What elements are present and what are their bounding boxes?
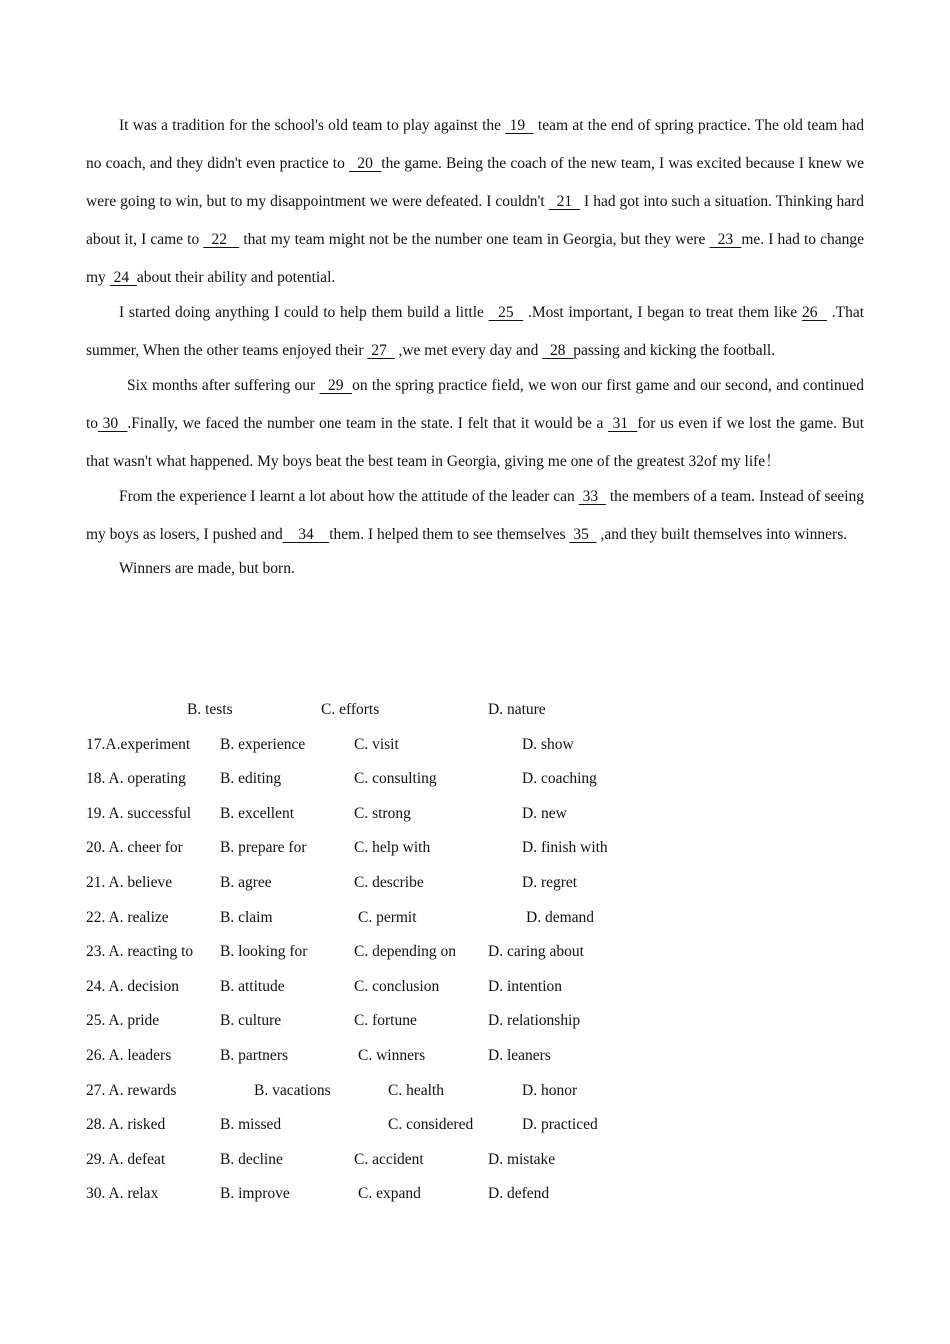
option-choice: D. new [522, 804, 567, 822]
passage-text: .Finally, we faced the number one team in the state. I felt that it would be a [127, 415, 608, 432]
blank-number: 30 [98, 415, 128, 432]
option-choice: D. leaners [488, 1046, 551, 1064]
blank-number: 33 [578, 488, 606, 505]
blank-number: 20 [349, 155, 382, 172]
passage-text: the members of a team. Instead of seeing my boys as losers, I pushed and [86, 488, 865, 543]
passage-text: me. I had to change my [86, 231, 865, 286]
blank-number: 19 [505, 117, 534, 134]
option-choice: C. conclusion [354, 977, 440, 995]
passage-text: passing and kicking the football. [573, 342, 776, 359]
option-choice: D. defend [488, 1185, 550, 1203]
option-choice: B. experience [220, 735, 306, 753]
option-choice: B. editing [220, 770, 282, 788]
option-choice: D. mistake [488, 1150, 556, 1168]
option-choice: 26. A. leaders [86, 1046, 172, 1064]
option-row [86, 943, 786, 978]
option-choice: 20. A. cheer for [86, 839, 183, 857]
option-choice: C. fortune [354, 1012, 417, 1030]
blank-number: 21 [548, 193, 581, 210]
option-choice: B. culture [220, 1012, 282, 1030]
option-choice: D. honor [522, 1081, 578, 1099]
option-choice: C. efforts [321, 701, 380, 718]
option-choice: 28. A. risked [86, 1116, 166, 1134]
option-row [86, 1082, 786, 1117]
blank-number: 35 [569, 526, 597, 543]
option-choice: 25. A. pride [86, 1012, 160, 1030]
option-choice: B. prepare for [220, 839, 307, 857]
option-row [86, 1116, 786, 1151]
option-row [86, 1047, 786, 1082]
option-choice: B. looking for [220, 943, 308, 961]
option-row [86, 978, 786, 1013]
option-row [86, 736, 786, 771]
option-row [86, 1012, 786, 1047]
passage-text: the game. Being the coach of the new team, I was excited because I knew we were going to win, but to my disappointment we were defeated. I couldn't [86, 155, 865, 210]
option-choice: B. agree [220, 873, 272, 891]
option-choice: 17.A.experiment [86, 735, 191, 753]
option-row [86, 770, 786, 805]
option-choice: C. depending on [354, 943, 457, 961]
option-choice: C. considered [388, 1116, 474, 1134]
option-row [86, 1151, 786, 1186]
passage-text: I had got into such a situation. Thinking hard about it, I came to [86, 193, 865, 248]
option-choice: 29. A. defeat [86, 1150, 166, 1168]
option-choice: 27. A. rewards [86, 1081, 177, 1099]
option-choice: D. intention [488, 977, 563, 995]
blank-number: 23 [709, 231, 742, 248]
passage-text: for us even if we lost the game. But that wasn't what happened. My boys beat the best team in Georgia, giving me one of the greatest 32of my life！ [86, 415, 865, 470]
option-row [86, 1185, 786, 1220]
blank-number: 26 [801, 304, 827, 321]
passage-text: that my team might not be the number one team in Georgia, but they were [239, 231, 710, 248]
option-choice: D. demand [526, 908, 595, 926]
answer-options [86, 701, 786, 1220]
passage-text: Six months after suffering our [127, 377, 320, 394]
passage-text: .Most important, I began to treat them like [523, 304, 802, 321]
paragraph-3 [86, 367, 864, 481]
option-choice: C. strong [354, 804, 411, 822]
paragraph-1 [86, 107, 864, 297]
option-choice: B. excellent [220, 804, 295, 822]
option-choice: C. health [388, 1081, 444, 1099]
passage-text: them. I helped them to see themselves [329, 526, 570, 543]
option-choice: B. tests [187, 701, 233, 718]
option-choice: B. decline [220, 1150, 283, 1168]
passage-text: I started doing anything I could to help them build a little [119, 304, 489, 321]
option-choice: C. accident [354, 1150, 424, 1168]
option-choice: B. vacations [254, 1081, 331, 1099]
option-row [86, 874, 786, 909]
option-row [86, 805, 786, 840]
option-choice: B. improve [220, 1185, 290, 1203]
paragraph-4 [86, 478, 864, 554]
passage-text: From the experience I learnt a lot about how the attitude of the leader can [119, 488, 579, 505]
option-choice: C. expand [358, 1185, 421, 1203]
paragraph-5 [86, 550, 864, 588]
paragraph-2 [86, 294, 864, 370]
option-row [86, 701, 786, 736]
option-choice: 24. A. decision [86, 977, 179, 995]
option-choice: 21. A. believe [86, 873, 173, 891]
option-choice: 23. A. reacting to [86, 943, 194, 961]
option-choice: 22. A. realize [86, 908, 169, 926]
option-choice: D. show [522, 735, 574, 753]
option-choice: B. claim [220, 908, 273, 926]
passage-text: ,and they built themselves into winners. [596, 526, 848, 543]
option-choice: D. finish with [522, 839, 608, 857]
option-choice: C. winners [358, 1046, 426, 1064]
option-choice: D. caring about [488, 943, 584, 961]
option-choice: B. partners [220, 1046, 289, 1064]
option-choice: 18. A. operating [86, 770, 186, 788]
passage-text: team at the end of spring practice. The old team had no coach, and they didn't even practice to [86, 117, 864, 172]
option-choice: D. nature [488, 701, 546, 718]
option-choice: B. missed [220, 1116, 282, 1134]
option-choice: 19. A. successful [86, 804, 192, 822]
option-choice: D. coaching [522, 770, 597, 788]
blank-number: 29 [319, 377, 353, 394]
option-choice: D. regret [522, 873, 578, 891]
option-choice: D. practiced [522, 1116, 598, 1134]
option-choice: 30. A. relax [86, 1185, 159, 1203]
passage-text: on the spring practice field, we won our first game and our second, and continued to [86, 377, 865, 432]
cloze-passage [86, 107, 864, 588]
blank-number: 25 [488, 304, 524, 321]
blank-number: 27 [367, 342, 395, 359]
option-choice: B. attitude [220, 977, 285, 995]
passage-text: .That summer, When the other teams enjoyed their [86, 304, 865, 359]
option-choice: C. visit [354, 735, 399, 753]
option-choice: C. consulting [354, 770, 437, 788]
passage-text: It was a tradition for the school's old team to play against the [119, 117, 506, 134]
option-choice: C. permit [358, 908, 417, 926]
passage-text: Winners are made, but born. [119, 560, 295, 577]
option-row [86, 909, 786, 944]
blank-number: 22 [203, 231, 240, 248]
blank-number: 31 [608, 415, 638, 432]
passage-text: about their ability and potential. [136, 269, 336, 286]
option-choice: C. help with [354, 839, 431, 857]
blank-number: 24 [109, 269, 137, 286]
passage-text: ,we met every day and [394, 342, 543, 359]
blank-number: 28 [542, 342, 574, 359]
blank-number: 34 [282, 526, 330, 543]
option-choice: D. relationship [488, 1012, 581, 1030]
option-row [86, 839, 786, 874]
option-choice: C. describe [354, 873, 424, 891]
